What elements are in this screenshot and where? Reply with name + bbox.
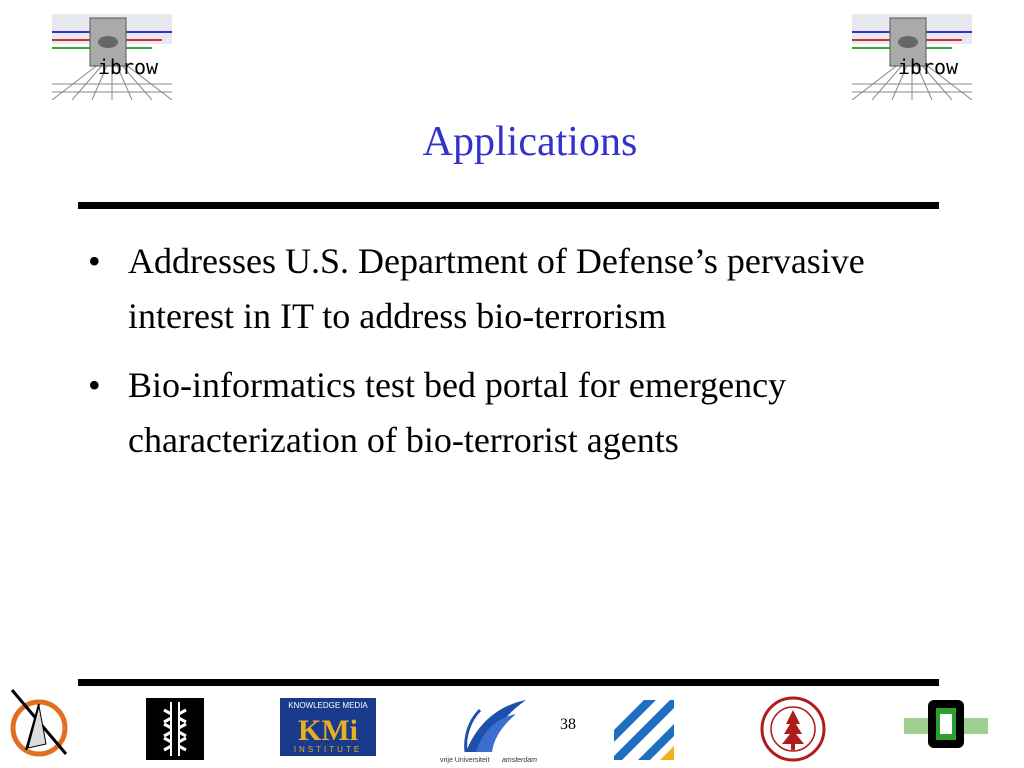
bottom-divider xyxy=(78,679,939,686)
vu-text-1: vrije Universiteit xyxy=(440,757,490,764)
vu-text-2: amsterdam xyxy=(502,757,538,764)
kmi-logo xyxy=(280,698,376,756)
green-square-logo xyxy=(904,696,988,756)
kmi-main-text: KMi xyxy=(298,714,358,747)
stripes-logo xyxy=(614,700,674,760)
bullet-dot: • xyxy=(88,241,101,281)
ibrow-logo-text-left: ibrow xyxy=(97,55,159,79)
bullet-text: Addresses U.S. Department of Defense’s pervasive interest in IT to address bio-terrorism xyxy=(128,241,865,336)
ibrow-logo-text-right: ibrow xyxy=(897,55,959,79)
kmi-top-text: KNOWLEDGE MEDIA xyxy=(288,701,368,710)
kmi-bottom-text: INSTITUTE xyxy=(293,745,363,754)
vu-logo xyxy=(436,696,548,764)
ibrow-logo-left xyxy=(52,14,172,100)
bullet-list xyxy=(88,234,928,482)
top-divider xyxy=(78,202,939,209)
slide-title: Applications xyxy=(422,119,638,165)
sailing-logo xyxy=(6,684,72,760)
bullet-text: Bio-informatics test bed portal for emergency characterization of bio-terrorist agents xyxy=(128,365,787,460)
page-number: 38 xyxy=(560,716,576,733)
bullet-item xyxy=(88,358,928,468)
stanford-seal xyxy=(760,696,826,762)
ibrow-logo-right xyxy=(852,14,972,100)
bullet-dot: • xyxy=(88,365,101,405)
bullet-item xyxy=(88,234,928,344)
uva-logo xyxy=(146,698,204,760)
